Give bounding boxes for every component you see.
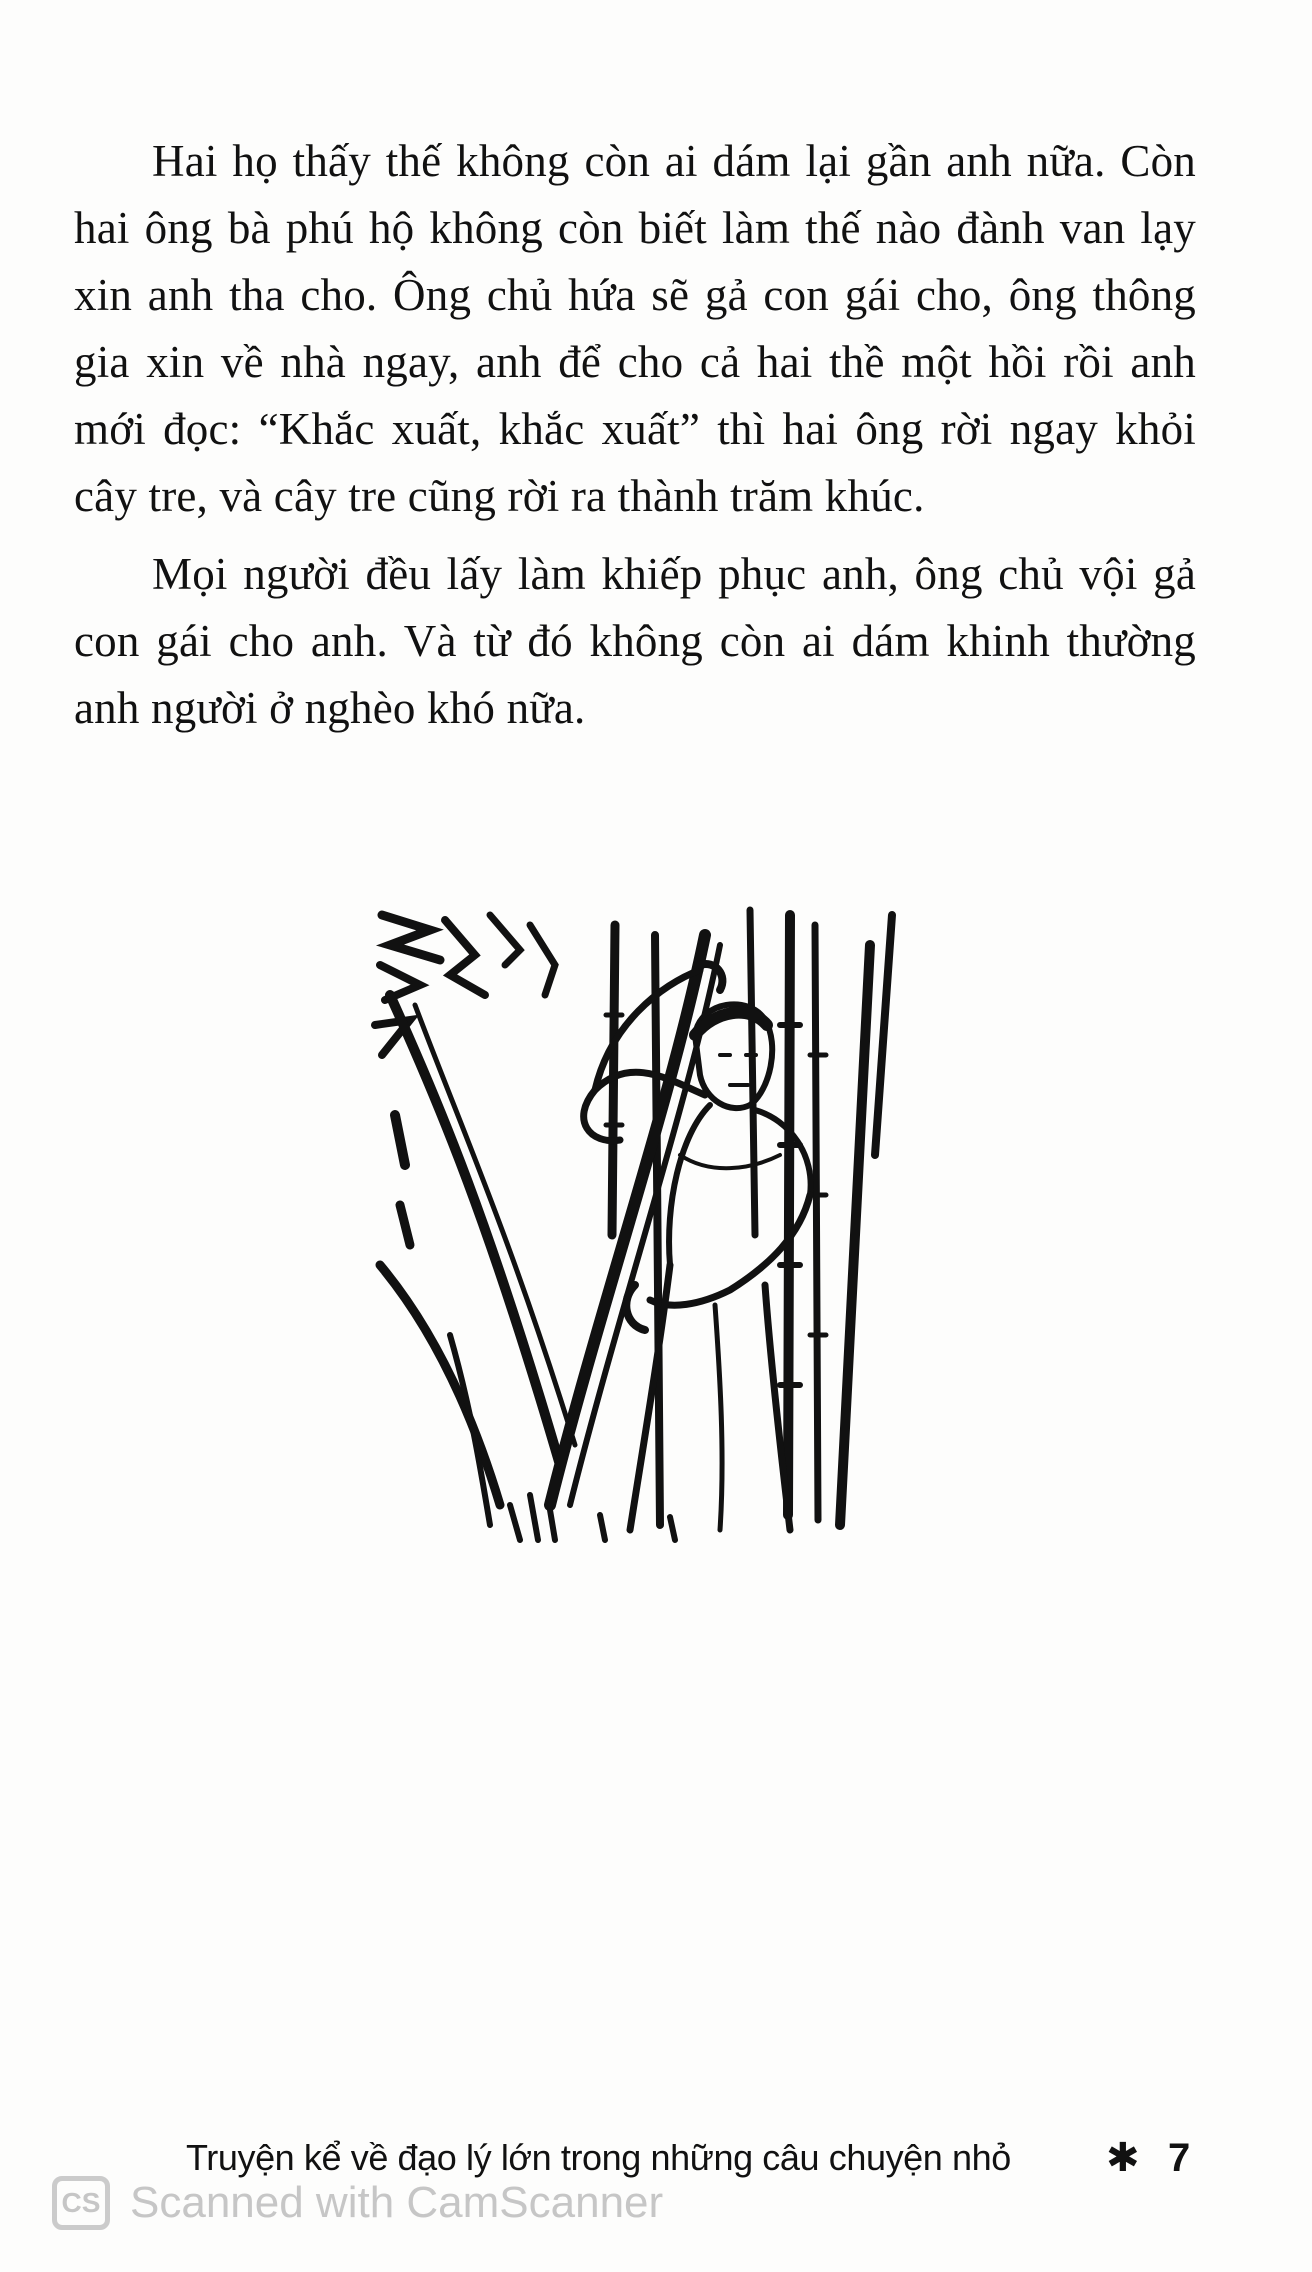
page-number: 7 [1168, 2136, 1191, 2180]
star-separator-icon: ✱ [1106, 2136, 1140, 2180]
paragraph-1: Hai họ thấy thế không còn ai dám lại gần anh nữa. Còn hai ông bà phú hộ không còn biết làm thế nào đành van lạy xin anh tha cho. Ông chủ hứa sẽ gả con gái cho, ông thông gia xin về nhà ngay, anh để cho cả hai thề một hồi rồi anh mới đọc: “Khắc xuất, khắc xuất” thì hai ông rời ngay khỏi cây tre, và cây tre cũng rời ra thành trăm khúc. [74, 136, 1196, 521]
story-text [74, 128, 1196, 742]
watermark-text: Scanned with CamScanner [130, 2178, 664, 2227]
paragraph-2: Mọi người đều lấy làm khiếp phục anh, ông chủ vội gả con gái cho anh. Và từ đó không còn ai dám khinh thường anh người ở nghèo khó nữa. [74, 549, 1196, 733]
running-title: Truyện kể về đạo lý lớn trong những câu chuyện nhỏ [186, 2137, 1011, 2178]
camscanner-logo-icon: CS [52, 2176, 110, 2230]
man-holding-bamboo-illustration [370, 905, 910, 1545]
